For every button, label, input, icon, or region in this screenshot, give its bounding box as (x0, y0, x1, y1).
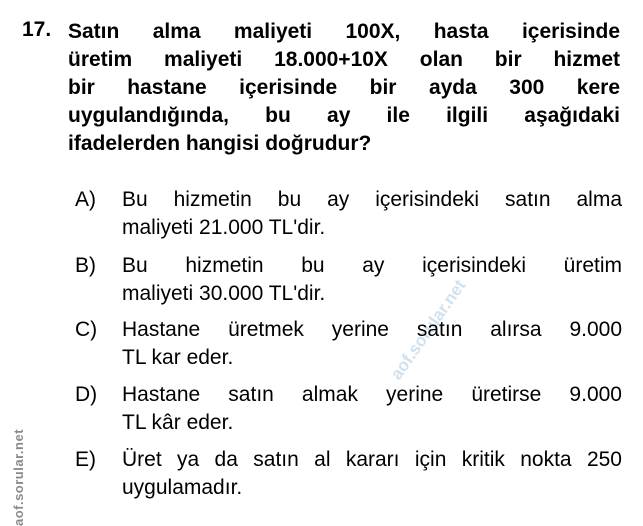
option-line: TL kar eder. (122, 346, 234, 369)
question-text (68, 18, 620, 158)
option-letter: D) (75, 383, 98, 406)
question-line: bir hastane içerisinde bir ayda 300 kere (68, 76, 620, 99)
side-watermark: aof.sorular.net (11, 428, 27, 526)
option-line: Hastane satın almak yerine üretirse 9.000 (122, 383, 622, 406)
question-line: uygulandığında, bu ay ile ilgili aşağıdaki (68, 104, 620, 127)
option-letter: B) (75, 254, 96, 277)
question-line: Satın alma maliyeti 100X, hasta içerisinde (68, 20, 620, 43)
option-line: Bu hizmetin bu ay içerisindeki satın alma (122, 188, 622, 211)
option-letter: A) (75, 188, 96, 211)
option-line: TL kâr eder. (122, 411, 234, 434)
option-line: uygulamadır. (122, 476, 243, 499)
option-line: maliyeti 30.000 TL'dir. (122, 282, 326, 305)
question-number: 17. (22, 18, 52, 41)
question-line: üretim maliyeti 18.000+10X olan bir hizmet (68, 48, 620, 71)
question-line: ifadelerden hangisi doğrudur? (68, 132, 372, 155)
option-letter: C) (75, 318, 98, 341)
option-line: Üret ya da satın al kararı için kritik nokta 250 (122, 448, 622, 471)
option-letter: E) (75, 448, 96, 471)
option-line: Bu hizmetin bu ay içerisindeki üretim (122, 254, 622, 277)
option-line: Hastane üretmek yerine satın alırsa 9.000 (122, 318, 622, 341)
option-line: maliyeti 21.000 TL'dir. (122, 216, 326, 239)
diagonal-watermark: aof.sorular.net (386, 276, 470, 384)
